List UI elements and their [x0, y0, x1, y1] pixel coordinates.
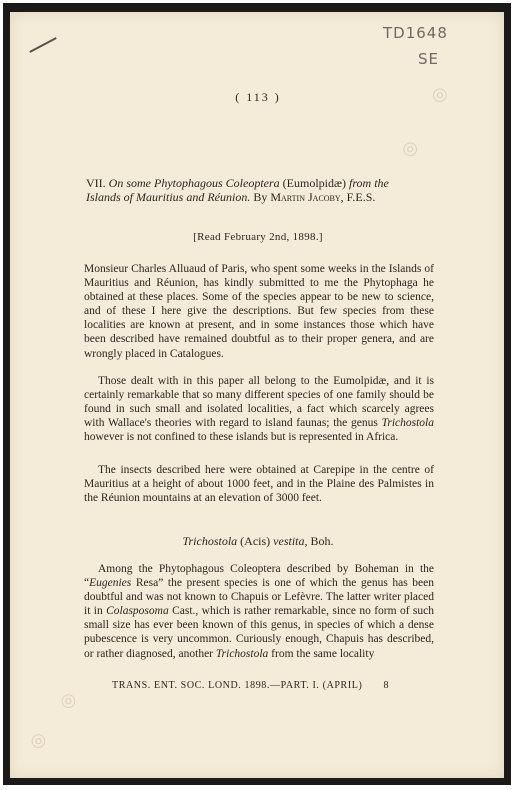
read-date: [Read February 2nd, 1898.]: [193, 231, 323, 243]
paragraph-text: however is not confined to these islands but is represented in Africa.: [84, 431, 399, 444]
watermark-mark: ◎: [55, 687, 81, 714]
paragraph-text: Those dealt with in this paper all belong to the Eumolpidæ, and it is certainly remarkable that so many different species of one family should be found in such small and isolated localities, a fact which scarcely agrees with Wallace's theories with regard to island faunas; the genus: [84, 375, 434, 430]
title-italic-2: from the Islands of Mauritius and Réunion.: [86, 176, 389, 204]
paragraph-text: Resa” the present species is one of which the genus has been doubtful and was not known to Chapuis or Lefèvre. The latter writer placed it in: [84, 577, 434, 618]
paragraph-species-discussion: [84, 562, 434, 661]
ship-name: Eugenies: [89, 577, 132, 590]
paragraph-text: from the same locality: [268, 647, 375, 660]
genus-name: Colasposoma: [106, 605, 169, 618]
species-epithet: vestita,: [273, 534, 308, 548]
title-by: By: [253, 190, 268, 204]
paragraph-text: Cast., which is rather remarkable, since no form of such small size has ever been known of this genus, in species of which a dense pubescence is very uncommon. Curiously enough, Chapuis has described, or rather diagnosed, another: [84, 605, 434, 660]
handwritten-initials: SE: [418, 50, 439, 68]
species-genus: Trichostola: [182, 534, 238, 548]
watermark-mark: ◎: [432, 84, 448, 105]
title-author: Martin Jacoby, F.E.S.: [270, 190, 376, 204]
paragraph-localities: The insects described here were obtained at Carepipe in the centre of Mauritius at a height of about 1000 feet, and in the Plaine des Palmistes in the Réunion mountains at an elevation of 3000 feet.: [84, 464, 434, 505]
title-family: (Eumolpidæ): [279, 176, 349, 190]
page-number: ( 113 ): [235, 90, 281, 104]
paper-title: [86, 176, 416, 204]
species-subgenus: (Acis): [240, 534, 271, 548]
watermark-mark: ◎: [398, 135, 421, 162]
journal-citation: TRANS. ENT. SOC. LOND. 1898.—PART. I. (APRIL): [112, 680, 363, 691]
title-numeral: VII.: [86, 176, 106, 190]
page-footer: [112, 680, 389, 691]
signature-mark: 8: [383, 680, 390, 691]
paragraph-text: Among the Phytophagous Coleoptera described by Boheman in the “: [84, 563, 434, 590]
watermark-mark: ◎: [25, 727, 51, 754]
paragraph-intro: Monsieur Charles Alluaud of Paris, who spent some weeks in the Islands of Mauritius and Réunion, has kindly submitted to me the Phytophaga he obtained at these places. Some of the species appear to be new to science, and of these I here give the descriptions. But few species from these localities are known at present, and in some instances those which have been described have remained doubtful as to their proper genera, and are wrongly placed in Catalogues.: [84, 263, 434, 360]
species-heading: [0, 534, 516, 549]
title-italic-1: On some Phytophagous Coleoptera: [108, 176, 280, 190]
genus-name: Trichostola: [215, 647, 269, 660]
paragraph-eumolpidae: [84, 374, 434, 444]
species-authority: Boh.: [310, 534, 334, 548]
genus-name: Trichostola: [381, 417, 434, 430]
handwritten-catalog-number: TD1648: [383, 24, 448, 42]
